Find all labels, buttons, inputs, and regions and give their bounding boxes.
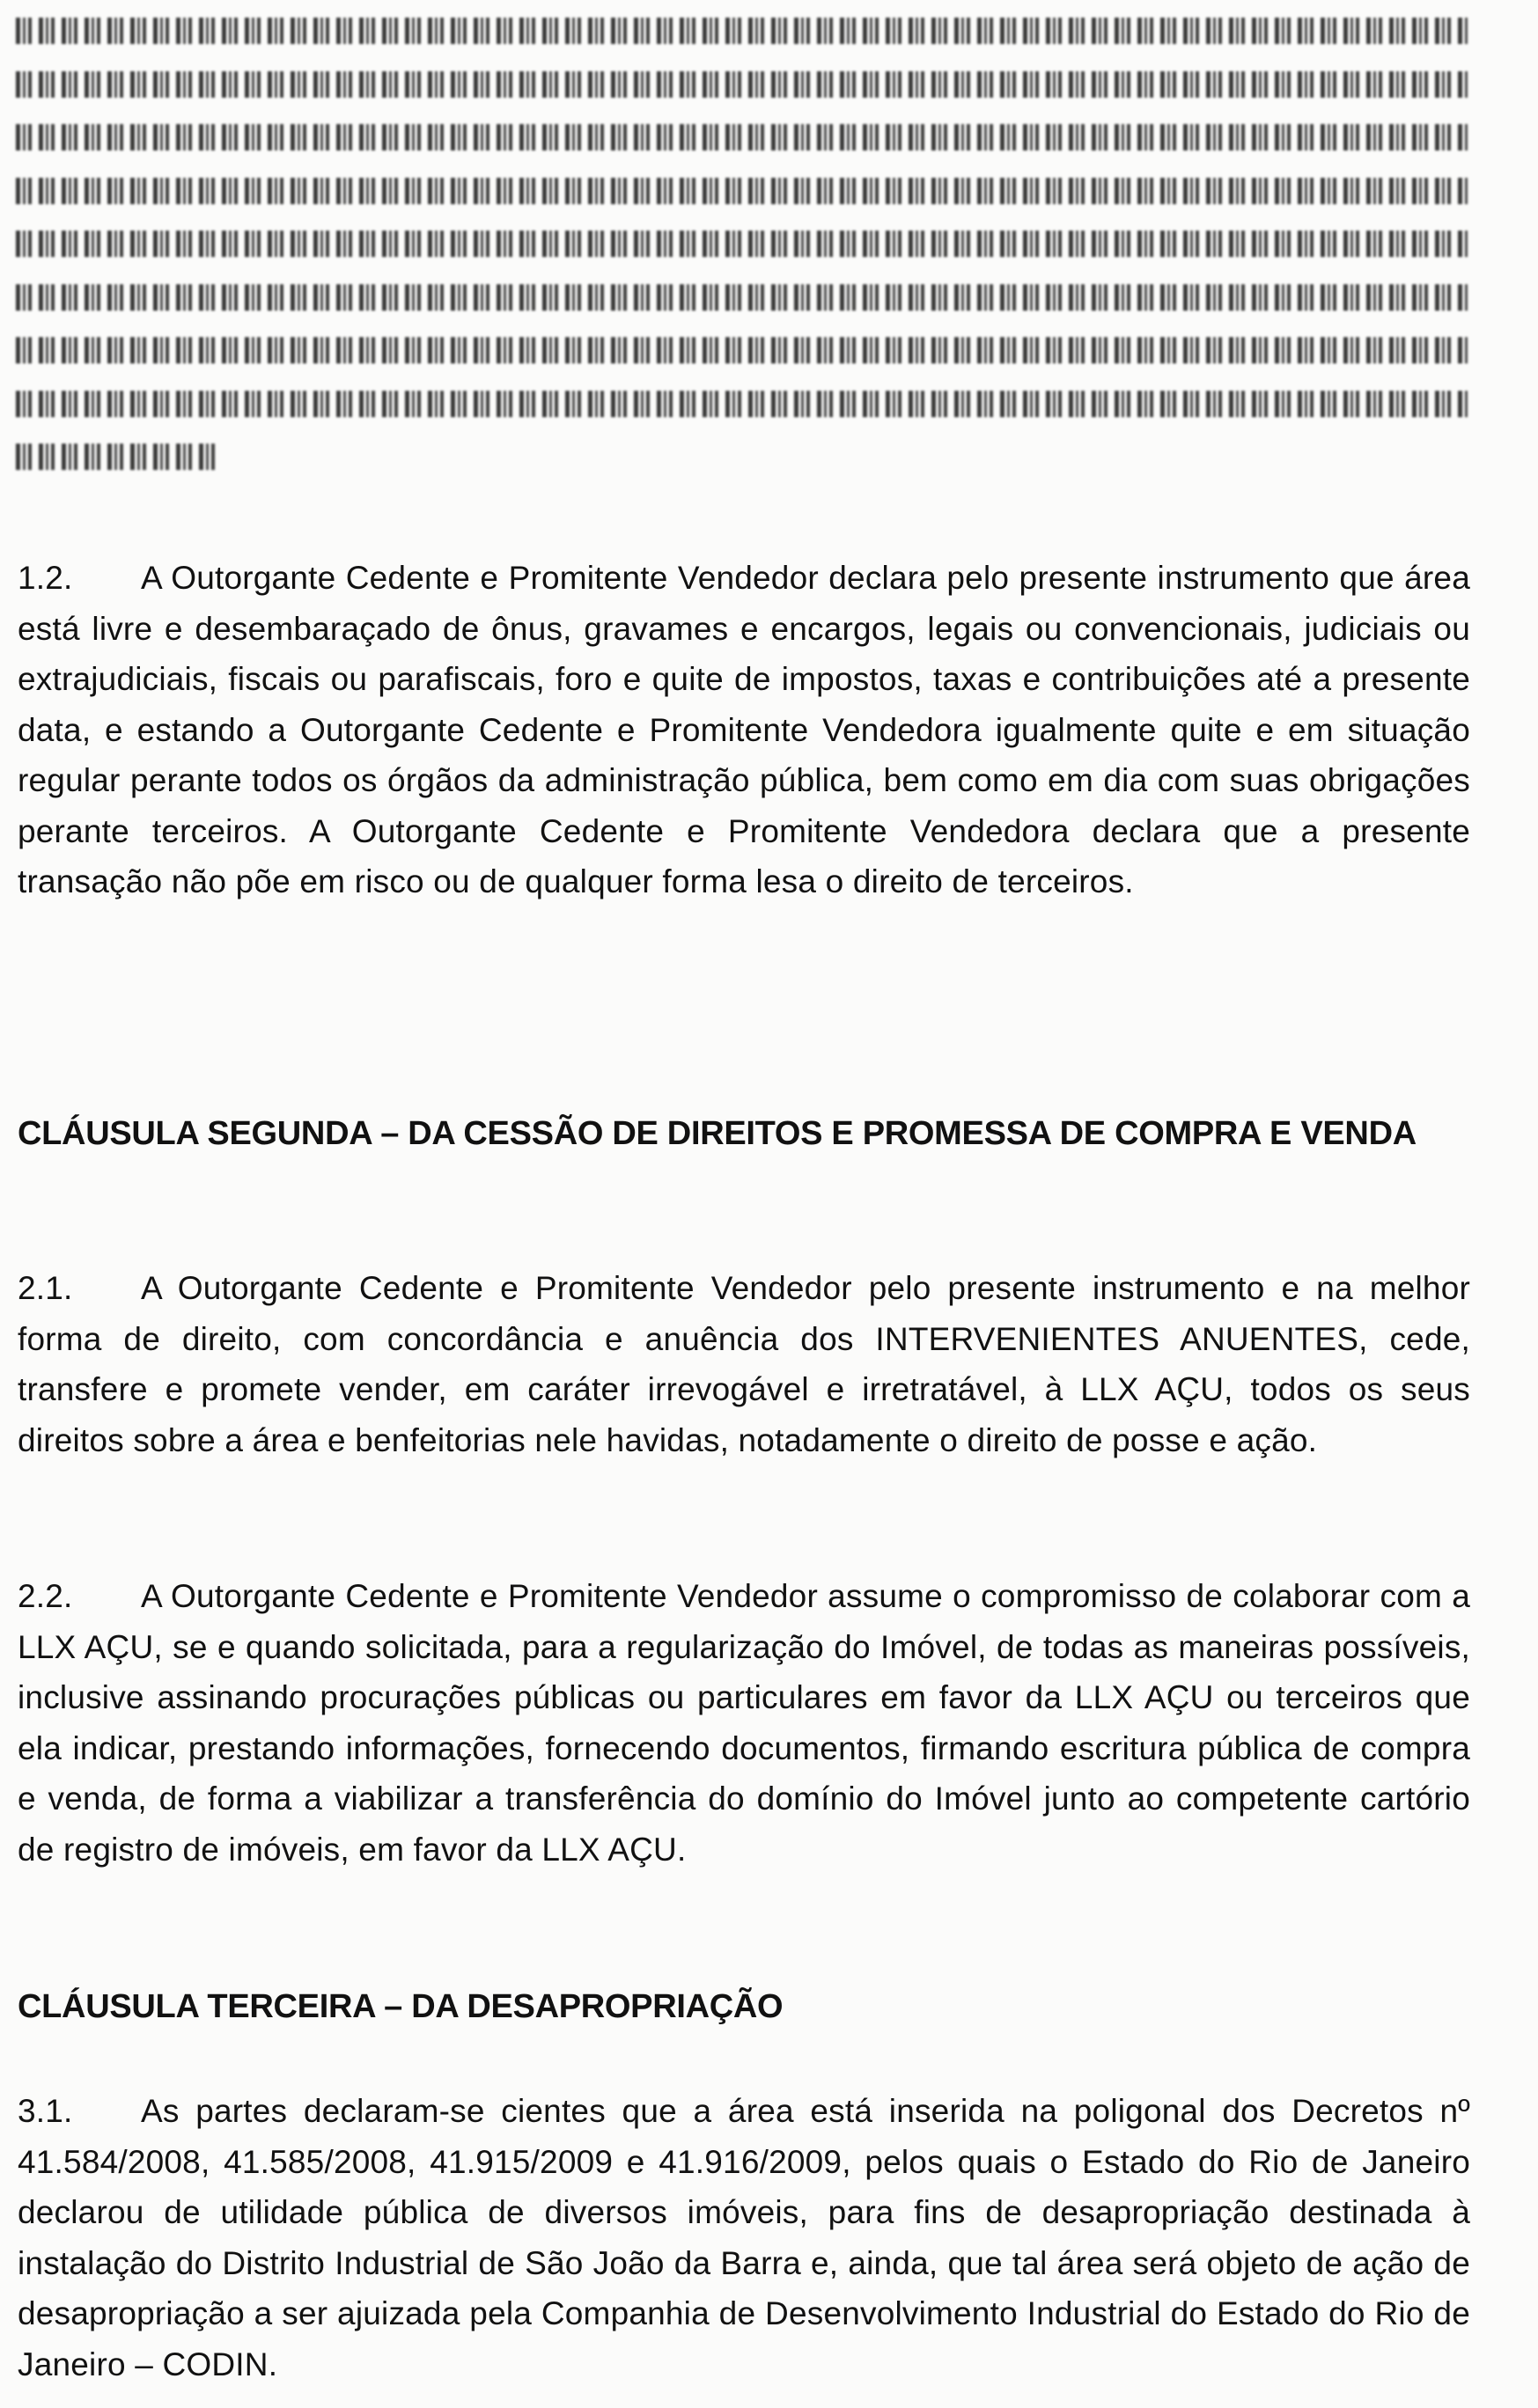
paragraph-number: 2.2. <box>18 1578 73 1614</box>
paragraph-number: 1.2. <box>18 560 73 596</box>
redacted-line <box>16 337 1468 363</box>
paragraph-text: A Outorgante Cedente e Promitente Vendedor declara pelo presente instrumento que área está livre e desembaraçado de ônus, gravames e encargos, legais ou convencionais, judiciais ou extrajudiciais, fiscais ou parafiscais, foro e quite de impostos, taxas e contribuições até a presente data, e estando a Outorgante Cedente e Promitente Vendedora igualmente quite e em situação regular perante todos os órgãos da administração pública, bem como em dia com suas obrigações perante terceiros. A Outorgante Cedente e Promitente Vendedora declara que a presente transação não põe em risco ou de qualquer forma lesa o direito de terceiros. <box>18 560 1470 899</box>
clause-3-heading: CLÁUSULA TERCEIRA – DA DESAPROPRIAÇÃO <box>18 1988 784 2025</box>
paragraph-text: As partes declaram-se cientes que a área está inserida na poligonal dos Decretos nº 41.584/2008, 41.585/2008, 41.915/2009 e 41.916/2009, pelos quais o Estado do Rio de Janeiro declarou de utilidade pública de diversos imóveis, para fins de desapropriação destinada à instalação do Distrito Industrial de São João da Barra e, ainda, que tal área será objeto de ação de desapropriação a ser ajuizada pela Companhia de Desenvolvimento Industrial do Estado do Rio de Janeiro – CODIN. <box>18 2093 1470 2382</box>
redacted-line <box>16 124 1468 150</box>
paragraph-2-2 <box>18 1571 1470 1875</box>
paragraph-1-2 <box>18 553 1470 907</box>
paragraph-2-1 <box>18 1263 1470 1465</box>
paragraph-number: 2.1. <box>18 1270 73 1306</box>
redacted-line <box>16 231 1468 257</box>
redacted-line <box>16 391 1468 417</box>
paragraph-text: A Outorgante Cedente e Promitente Vendedor pelo presente instrumento e na melhor forma de direito, com concordância e anuência dos INTERVENIENTES ANUENTES, cede, transfere e promete vender, em caráter irrevogável e irretratável, à LLX AÇU, todos os seus direitos sobre a área e benfeitorias nele havidas, notadamente o direito de posse e ação. <box>18 1270 1470 1458</box>
redacted-line <box>16 284 1468 311</box>
paragraph-text: A Outorgante Cedente e Promitente Vendedor assume o compromisso de colaborar com a LLX AÇU, se e quando solicitada, para a regularização do Imóvel, de todas as maneiras possíveis, inclusive assinando procurações públicas ou particulares em favor da LLX AÇU ou terceiros que ela indicar, prestando informações, fornecendo documentos, firmando escritura pública de compra e venda, de forma a viabilizar a transferência do domínio do Imóvel junto ao competente cartório de registro de imóveis, em favor da LLX AÇU. <box>18 1578 1470 1868</box>
redacted-line <box>16 178 1468 204</box>
clause-2-heading: CLÁUSULA SEGUNDA – DA CESSÃO DE DIREITOS E PROMESSA DE COMPRA E VENDA <box>18 1115 1417 1152</box>
redacted-line <box>16 18 1468 44</box>
redacted-line <box>16 444 218 470</box>
paragraph-3-1 <box>18 2086 1470 2390</box>
redacted-text-block <box>16 18 1468 497</box>
paragraph-number: 3.1. <box>18 2093 73 2129</box>
redacted-line <box>16 71 1468 98</box>
